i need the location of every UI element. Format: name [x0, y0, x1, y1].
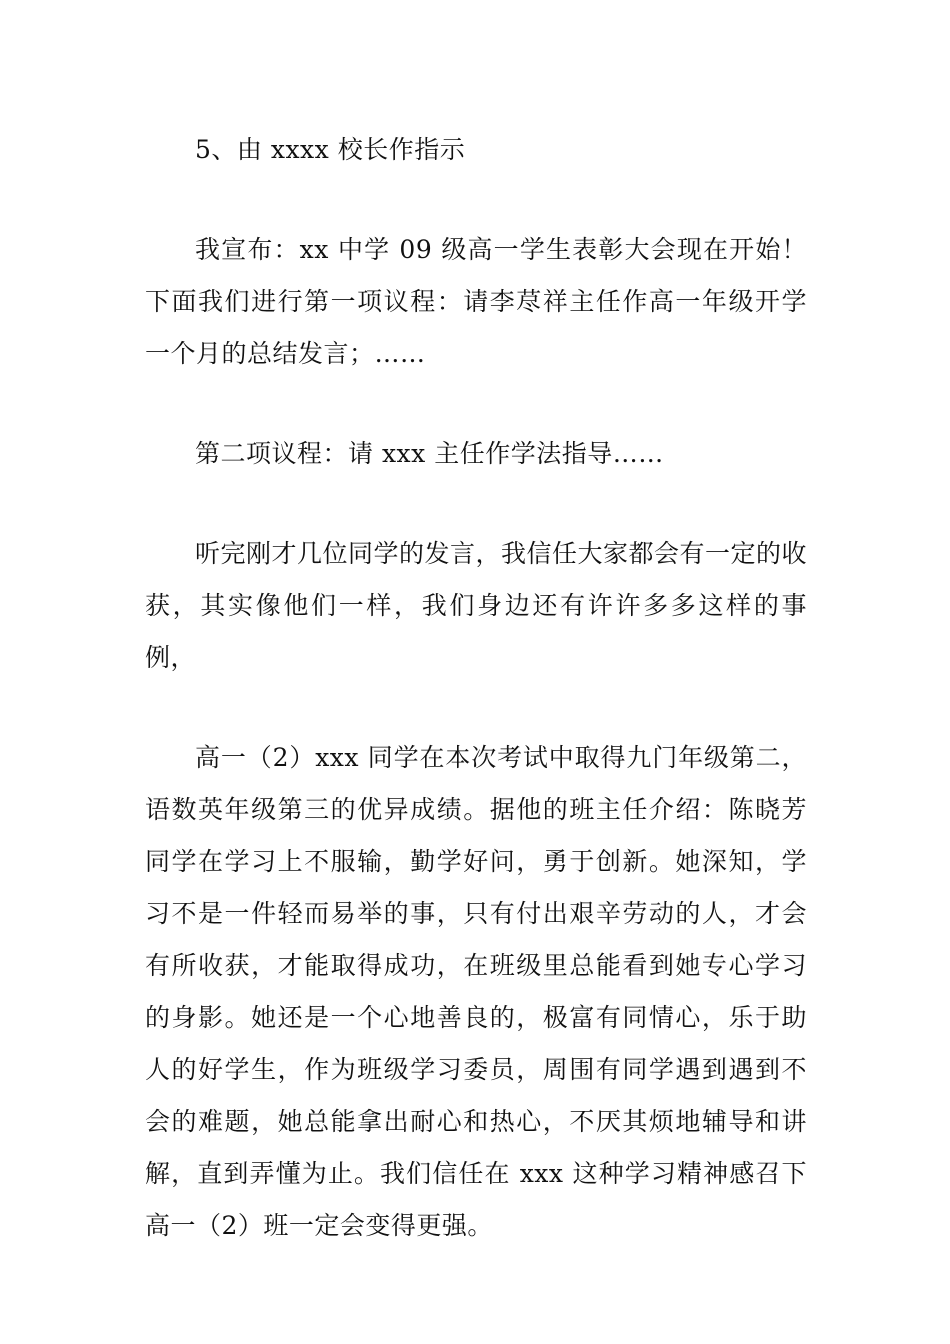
paragraph-transition: 听完刚才几位同学的发言，我信任大家都会有一定的收获，其实像他们一样，我们身边还有许许多多这样的事例， — [145, 539, 808, 672]
paragraph-opening-announcement: 我宣布：xx 中学 09 级高一学生表彰大会现在开始！下面我们进行第一项议程：请李荩祥主任作高一年级开学一个月的总结发言；…… — [145, 235, 807, 368]
paragraph-second-agenda: 第二项议程：请 xxx 主任作学法指导…… — [195, 439, 664, 468]
paragraph-student-commendation: 高一（2）xxx 同学在本次考试中取得九门年级第二，语数英年级第三的优异成绩。据他的班主任介绍：陈晓芳同学在学习上不服输，勤学好问，勇于创新。她深知，学习不是一件轻而易举的事，只有付出艰辛劳动的人，才会有所收获，才能取得成功，在班级里总能看到她专心学习的身影。她还是一个心地善良的，极富有同情心，乐于助人的好学生，作为班级学习委员，周围有同学遇到遇到不会的难题，她总能拿出耐心和热心，不厌其烦地辅导和讲解，直到弄懂为止。我们信任在 xxx 这种学习精神感召下高一（2）班一定会变得更强。 — [145, 743, 807, 1240]
document-body — [145, 124, 807, 1252]
paragraph-agenda-item-5: 5、由 xxxx 校长作指示 — [195, 135, 466, 164]
